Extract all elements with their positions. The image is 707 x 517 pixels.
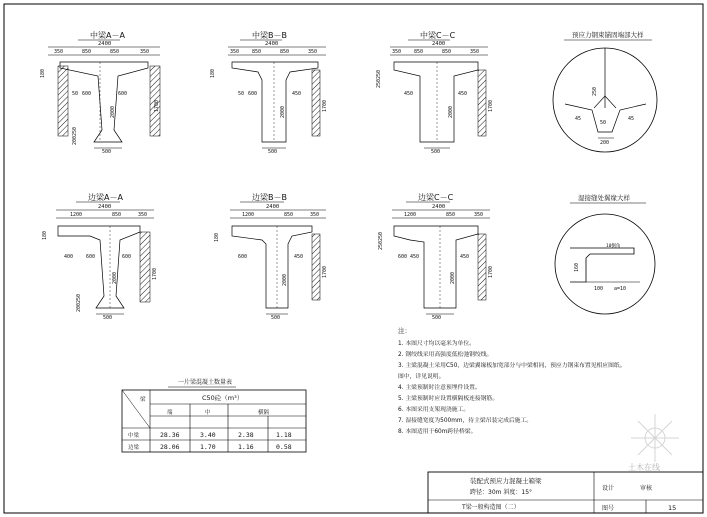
- svg-text:100: 100: [594, 286, 604, 292]
- note-item: 4. 主梁预制时注意预埋件设置。: [398, 385, 481, 391]
- svg-text:200250: 200250: [72, 126, 78, 145]
- detail-title: 预应力钢束锚固端部大样: [572, 31, 644, 39]
- section-title: 中梁A－A: [90, 31, 125, 40]
- svg-text:2000: 2000: [112, 271, 118, 284]
- section-mid-a: [40, 30, 160, 155]
- svg-text:450: 450: [410, 254, 420, 260]
- section-title: 边梁A－A: [88, 193, 123, 202]
- svg-text:2000: 2000: [282, 273, 288, 286]
- svg-text:350: 350: [470, 49, 480, 55]
- svg-text:2.38: 2.38: [238, 431, 254, 439]
- svg-text:200: 200: [600, 140, 610, 146]
- svg-text:600: 600: [118, 91, 128, 97]
- svg-text:1700: 1700: [488, 265, 494, 278]
- svg-text:2400: 2400: [432, 204, 446, 210]
- section-edge-c: [378, 192, 494, 321]
- svg-text:350: 350: [310, 212, 320, 218]
- detail-anchor: [553, 30, 657, 152]
- section-edge-a: [42, 192, 158, 321]
- note-item: 7. 湿接缝宽度为500mm，待主梁吊装完成后施工。: [398, 418, 533, 424]
- svg-text:350: 350: [474, 212, 484, 218]
- svg-text:850: 850: [284, 212, 294, 218]
- svg-text:1200: 1200: [242, 212, 255, 218]
- note-item: 图中，详见说明。: [398, 374, 445, 380]
- svg-text:180: 180: [210, 68, 216, 78]
- svg-text:250: 250: [592, 86, 598, 96]
- svg-text:50: 50: [72, 91, 79, 97]
- svg-text:1700: 1700: [488, 99, 494, 112]
- svg-text:250250: 250250: [376, 69, 382, 88]
- svg-text:600: 600: [86, 254, 96, 260]
- svg-text:45: 45: [628, 116, 635, 122]
- svg-text:1.18: 1.18: [276, 431, 292, 439]
- svg-text:28.06: 28.06: [160, 443, 180, 451]
- svg-text:1.16: 1.16: [238, 443, 254, 451]
- svg-text:350: 350: [138, 212, 148, 218]
- title-block: [428, 472, 703, 513]
- svg-text:600: 600: [82, 91, 92, 97]
- svg-text:端: 端: [167, 410, 173, 416]
- svg-text:审核: 审核: [640, 485, 653, 492]
- svg-text:400: 400: [64, 254, 74, 260]
- svg-text:2400: 2400: [265, 41, 279, 47]
- svg-text:180: 180: [40, 68, 46, 78]
- notes-heading: 注：: [398, 327, 411, 335]
- svg-text:2400: 2400: [432, 41, 446, 47]
- svg-text:200250: 200250: [76, 293, 82, 312]
- svg-text:10倒角: 10倒角: [606, 244, 621, 249]
- svg-text:28.36: 28.36: [160, 431, 180, 439]
- quantity-table: [122, 378, 306, 452]
- svg-text:2000: 2000: [448, 105, 454, 118]
- svg-text:横隔: 横隔: [258, 410, 270, 416]
- svg-text:600: 600: [398, 254, 408, 260]
- section-mid-c: [376, 30, 494, 155]
- svg-text:1700: 1700: [322, 265, 328, 278]
- svg-text:850: 850: [252, 49, 262, 55]
- svg-text:350: 350: [230, 49, 240, 55]
- note-item: 6. 本图采用支架现浇施工。: [398, 407, 470, 413]
- svg-text:土木在线: 土木在线: [628, 463, 660, 472]
- svg-text:850: 850: [442, 49, 452, 55]
- section-title: 中梁C－C: [420, 31, 456, 40]
- svg-text:450: 450: [294, 254, 304, 260]
- table-row-label: 边梁: [128, 445, 140, 451]
- svg-text:250250: 250250: [378, 231, 384, 250]
- section-edge-b: [214, 192, 328, 321]
- svg-text:450: 450: [460, 254, 470, 260]
- svg-text:500: 500: [102, 149, 112, 155]
- svg-text:1200: 1200: [70, 212, 83, 218]
- note-item: 1. 本图尺寸均以毫米为单位。: [398, 341, 475, 347]
- note-item: 8. 本图适用于60m跨径桥梁。: [398, 429, 477, 435]
- drawing-number: 15: [668, 504, 677, 512]
- svg-text:2400: 2400: [98, 204, 112, 210]
- note-item: 5. 主梁预制时应设置横隔板连接钢筋。: [398, 396, 499, 402]
- svg-text:2400: 2400: [266, 204, 280, 210]
- svg-text:850: 850: [280, 49, 290, 55]
- svg-text:180: 180: [214, 232, 220, 242]
- notes: [398, 326, 626, 435]
- svg-text:设计: 设计: [602, 485, 615, 492]
- svg-text:50: 50: [238, 91, 245, 97]
- svg-text:1700: 1700: [322, 99, 328, 112]
- svg-text:450: 450: [458, 91, 468, 97]
- drawing-name: T梁一般构造图（二）: [462, 504, 520, 511]
- svg-text:1700: 1700: [152, 267, 158, 280]
- svg-text:2000: 2000: [280, 105, 286, 118]
- svg-text:50: 50: [600, 120, 607, 126]
- svg-text:梁: 梁: [140, 397, 146, 403]
- table-row-label: 中梁: [128, 433, 140, 439]
- svg-text:图号: 图号: [602, 505, 615, 512]
- svg-text:45: 45: [575, 116, 582, 122]
- svg-text:450: 450: [404, 91, 414, 97]
- svg-text:160: 160: [574, 262, 580, 272]
- svg-text:850: 850: [82, 49, 92, 55]
- svg-text:2400: 2400: [98, 41, 112, 47]
- svg-text:500: 500: [432, 315, 442, 321]
- note-item: 3. 主梁混凝土采用C50，边梁翼缘板加宽部分与中梁相同，预应力钢束布置见相应图纸。: [398, 363, 626, 369]
- svg-text:450: 450: [292, 91, 302, 97]
- title-main: 装配式预应力混凝土箱梁: [470, 477, 542, 485]
- svg-text:500: 500: [431, 149, 441, 155]
- svg-text:850: 850: [112, 212, 122, 218]
- table-title: 一片梁混凝土数量表: [178, 379, 233, 386]
- detail-title: 湿接缝处翼缘大样: [578, 194, 630, 202]
- section-title: 边梁C－C: [418, 193, 454, 202]
- table-unit-header: C50砼（m³）: [202, 394, 244, 402]
- svg-text:500: 500: [268, 149, 278, 155]
- svg-text:3.40: 3.40: [200, 431, 216, 439]
- svg-text:2000: 2000: [110, 105, 116, 118]
- svg-text:850: 850: [414, 49, 424, 55]
- svg-text:600: 600: [122, 254, 132, 260]
- title-sub: 跨径：30m 斜度：15°: [470, 489, 533, 496]
- svg-text:1.70: 1.70: [200, 443, 216, 451]
- section-title: 边梁B－B: [252, 193, 287, 202]
- svg-text:850: 850: [446, 212, 456, 218]
- svg-text:350: 350: [140, 49, 150, 55]
- svg-text:中: 中: [205, 410, 211, 416]
- svg-text:600: 600: [238, 254, 248, 260]
- border: [4, 4, 703, 513]
- svg-text:180: 180: [42, 230, 48, 240]
- svg-text:2000: 2000: [450, 271, 456, 284]
- svg-text:500: 500: [271, 315, 281, 321]
- svg-text:a=10: a=10: [614, 286, 627, 292]
- detail-flange: [555, 193, 655, 314]
- svg-text:0.58: 0.58: [276, 443, 292, 451]
- svg-text:1700: 1700: [154, 99, 160, 112]
- watermark: [628, 414, 679, 472]
- svg-text:1200: 1200: [404, 212, 417, 218]
- section-title: 中梁B－B: [252, 31, 287, 40]
- svg-text:350: 350: [392, 49, 402, 55]
- section-mid-b: [210, 30, 328, 155]
- svg-text:350: 350: [308, 49, 318, 55]
- note-item: 2. 钢绞线采用高强度低松弛钢绞线。: [398, 352, 493, 358]
- svg-text:850: 850: [110, 49, 120, 55]
- svg-text:350: 350: [54, 49, 64, 55]
- svg-text:500: 500: [103, 315, 113, 321]
- svg-text:600: 600: [248, 91, 258, 97]
